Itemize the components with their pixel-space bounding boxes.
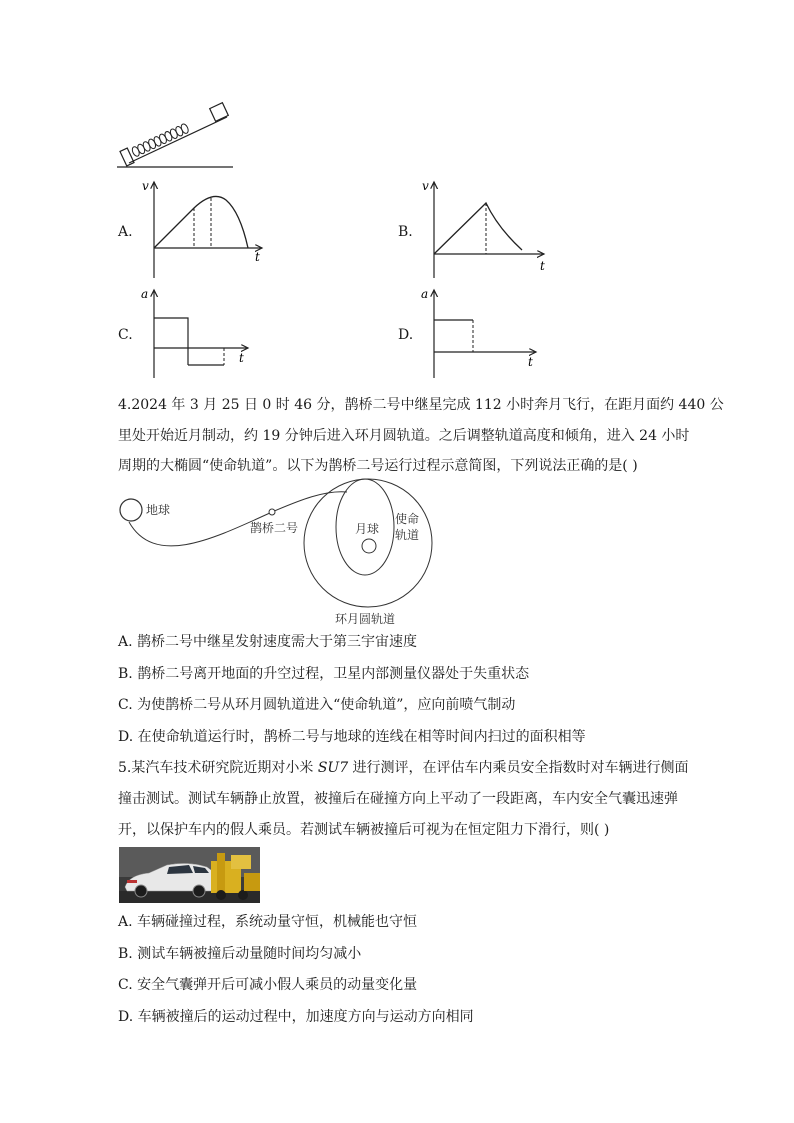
spring-incline-figure xyxy=(115,95,240,173)
q4-option-b: B. 鹊桥二号离开地面的升空过程，卫星内部测量仪器处于失重状态 xyxy=(118,666,530,682)
axis-t-label: t xyxy=(528,355,533,369)
graph-d xyxy=(418,286,548,381)
axis-a-label: a xyxy=(421,287,429,301)
axis-t-label: t xyxy=(255,250,260,264)
q4-stem-line2: 里处开始近月制动，约 19 分钟后进入环月圆轨道。之后调整轨道高度和倾角，进入 24 小时 xyxy=(118,428,690,444)
graph-c xyxy=(138,286,273,381)
satellite-label: 鹊桥二号 xyxy=(250,521,299,535)
mission-orbit-label-1: 使命 xyxy=(395,512,420,526)
circular-orbit-label: 环月圆轨道 xyxy=(335,612,396,626)
axis-t-label: t xyxy=(239,351,244,365)
q5-stem-line1-b: 进行测评，在评估车内乘员安全指数时对车辆进行侧面 xyxy=(348,760,689,776)
axis-v-label: v xyxy=(142,179,149,193)
option-c-label: C. xyxy=(118,327,133,343)
q5-stem-line1 xyxy=(118,758,689,778)
q4-stem-line3: 周期的大椭圆“使命轨道”。以下为鹊桥二号运行过程示意简图，下列说法正确的是( ) xyxy=(118,458,638,474)
axis-v-label: v xyxy=(422,179,429,193)
q4-option-a: A. 鹊桥二号中继星发射速度需大于第三宇宙速度 xyxy=(118,634,418,650)
moon-label: 月球 xyxy=(355,522,380,536)
graph-b xyxy=(418,178,553,283)
q5-option-c: C. 安全气囊弹开后可减小假人乘员的动量变化量 xyxy=(118,977,418,993)
axis-a-label: a xyxy=(141,287,149,301)
moon-circle xyxy=(362,539,376,553)
q4-option-c: C. 为使鹊桥二号从环月圆轨道进入“使命轨道”，应向前喷气制动 xyxy=(118,697,516,713)
q5-option-b: B. 测试车辆被撞后动量随时间均匀减小 xyxy=(118,946,362,962)
q5-stem-line1-a: 5.某汽车技术研究院近期对小米 xyxy=(118,760,318,776)
earth-circle xyxy=(120,499,142,521)
q5-option-d: D. 车辆被撞后的运动过程中，加速度方向与运动方向相同 xyxy=(118,1009,474,1025)
earth-label: 地球 xyxy=(146,503,171,517)
satellite-dot xyxy=(269,509,275,515)
q4-stem-line1: 4.2024 年 3 月 25 日 0 时 46 分，鹊桥二号中继星完成 112 小时奔月飞行，在距月面约 440 公 xyxy=(118,397,724,413)
q5-stem-line3: 开，以保护车内的假人乘员。若测试车辆被撞后可视为在恒定阻力下滑行，则( ) xyxy=(118,822,610,838)
option-a-label: A. xyxy=(118,224,133,240)
crash-test-photo xyxy=(119,847,260,903)
q5-option-a: A. 车辆碰撞过程，系统动量守恒，机械能也守恒 xyxy=(118,914,418,930)
car-model: SU7 xyxy=(317,760,349,776)
graph-a xyxy=(138,178,273,283)
option-b-label: B. xyxy=(398,224,413,240)
axis-t-label: t xyxy=(540,259,545,273)
mission-orbit-label-2: 轨道 xyxy=(395,528,420,542)
orbit-diagram xyxy=(115,478,445,628)
q4-option-d: D. 在使命轨道运行时，鹊桥二号与地球的连线在相等时间内扫过的面积相等 xyxy=(118,729,586,745)
q5-stem-line2: 撞击测试。测试车辆静止放置，被撞后在碰撞方向上平动了一段距离，车内安全气囊迅速弹 xyxy=(118,791,678,807)
option-d-label: D. xyxy=(398,327,414,343)
